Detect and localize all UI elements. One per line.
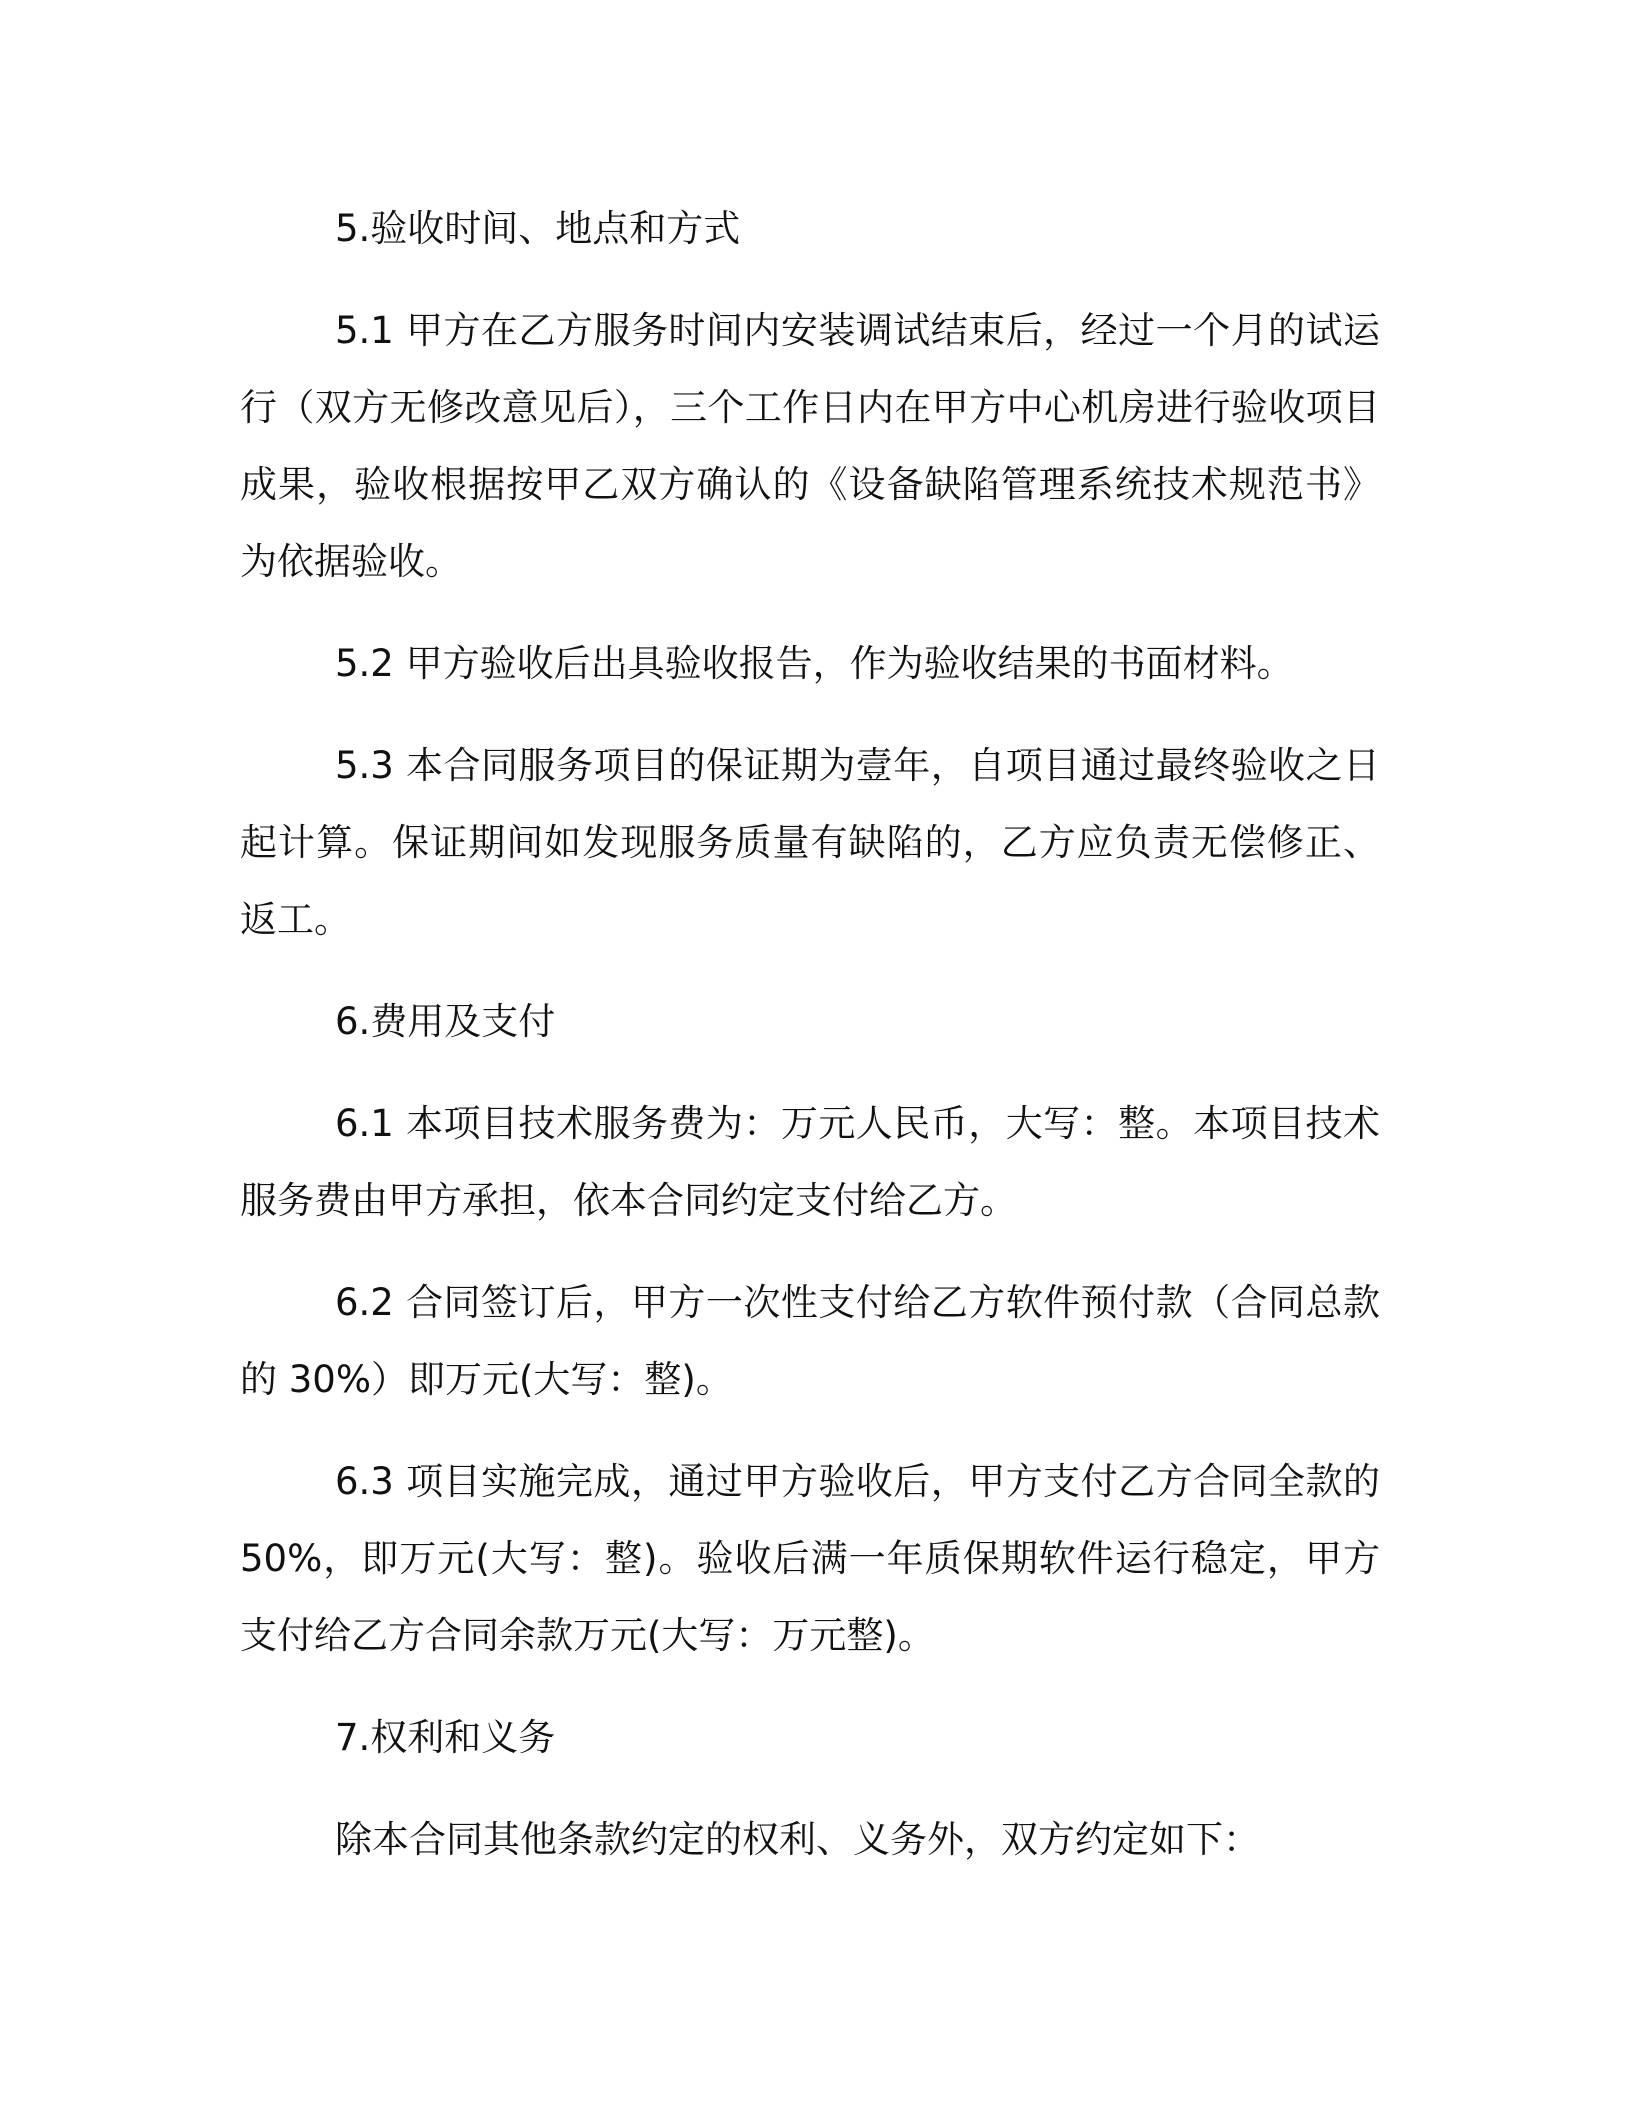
clause-5-1: 5.1 甲方在乙方服务时间内安装调试结束后，经过一个月的试运行（双方无修改意见后），三个工作日内在甲方中心机房进行验收项目成果，验收根据按甲乙双方确认的《设备缺陷管理系统技术规范书》为依据验收。 [240,309,1380,583]
section-heading-5: 5.验收时间、地点和方式 [335,207,741,250]
clause-5-3: 5.3 本合同服务项目的保证期为壹年，自项目通过最终验收之日起计算。保证期间如发现服务质量有缺陷的，乙方应负责无偿修正、返工。 [240,744,1380,941]
section-heading-7: 7.权利和义务 [335,1716,556,1759]
clause-6-1: 6.1 本项目技术服务费为：万元人民币，大写：整。本项目技术服务费由甲方承担，依本合同约定支付给乙方。 [240,1102,1380,1222]
clause-5-2: 5.2 甲方验收后出具验收报告，作为验收结果的书面材料。 [335,642,1294,685]
clause-6-2: 6.2 合同签订后，甲方一次性支付给乙方软件预付款（合同总款的 30%）即万元(大写：整)。 [240,1281,1380,1401]
clause-7-intro: 除本合同其他条款约定的权利、义务外，双方约定如下： [335,1818,1260,1861]
document-body [240,190,1380,1903]
section-heading-6: 6.费用及支付 [335,1000,556,1043]
clause-6-3: 6.3 项目实施完成，通过甲方验收后，甲方支付乙方合同全款的50%，即万元(大写：整)。验收后满一年质保期软件运行稳定，甲方支付给乙方合同余款万元(大写：万元整)。 [240,1460,1380,1657]
